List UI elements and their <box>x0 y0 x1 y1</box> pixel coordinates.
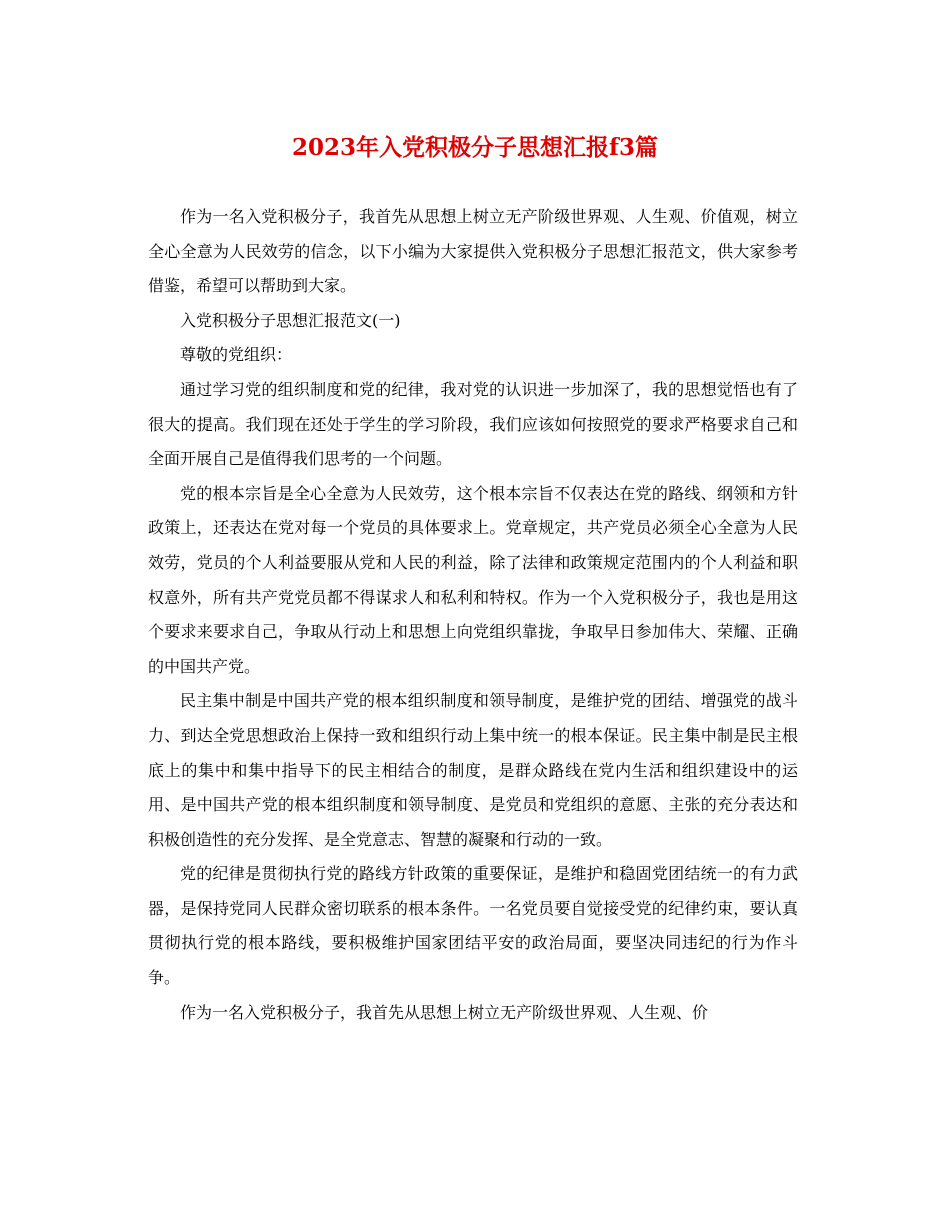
document-title: 2023年入党积极分子思想汇报f3篇 <box>292 134 658 161</box>
document-body <box>148 200 798 1030</box>
paragraph-truncated: 作为一名入党积极分子，我首先从思想上树立无产阶级世界观、人生观、价 <box>180 1002 709 1022</box>
paragraph-body: 党的纪律是贯彻执行党的路线方针政策的重要保证，是维护和稳固党团结统一的有力武器，是保持党同人民群众密切联系的根本条件。一名党员要自觉接受党的纪律约束，要认真贯彻执行党的根本路线，要积极维护国家团结平安的政治局面，要坚决同违纪的行为作斗争。 <box>148 864 798 988</box>
paragraph-body: 通过学习党的组织制度和党的纪律，我对党的认识进一步加深了，我的思想觉悟也有了很大的提高。我们现在还处于学生的学习阶段，我们应该如何按照党的要求严格要求自己和全面开展自己是值得我们思考的一个问题。 <box>148 379 798 469</box>
paragraph-body: 党的根本宗旨是全心全意为人民效劳，这个根本宗旨不仅表达在党的路线、纲领和方针政策上，还表达在党对每一个党员的具体要求上。党章规定，共产党员必须全心全意为人民效劳，党员的个人利益要服从党和人民的利益，除了法律和政策规定范围内的个人利益和职权意外，所有共产党党员都不得谋求人和私利和特权。作为一个入党积极分子，我也是用这个要求来要求自己，争取从行动上和思想上向党组织靠拢，争取早日参加伟大、荣耀、正确的中国共产党。 <box>148 483 798 676</box>
paragraph-section-heading: 入党积极分子思想汇报范文(一) <box>180 310 401 330</box>
paragraph-body: 民主集中制是中国共产党的根本组织制度和领导制度，是维护党的团结、增强党的战斗力、到达全党思想政治上保持一致和组织行动上集中统一的根本保证。民主集中制是民主根底上的集中和集中指导下的民主相结合的制度，是群众路线在党内生活和组织建设中的运用、是中国共产党的根本组织制度和领导制度、是党员和党组织的意愿、主张的充分表达和积极创造性的充分发挥、是全党意志、智慧的凝聚和行动的一致。 <box>148 691 798 849</box>
paragraph-intro: 作为一名入党积极分子，我首先从思想上树立无产阶级世界观、人生观、价值观，树立全心全意为人民效劳的信念，以下小编为大家提供入党积极分子思想汇报范文，供大家参考借鉴，希望可以帮助到大家。 <box>148 207 798 296</box>
paragraph-salutation: 尊敬的党组织： <box>180 345 293 365</box>
